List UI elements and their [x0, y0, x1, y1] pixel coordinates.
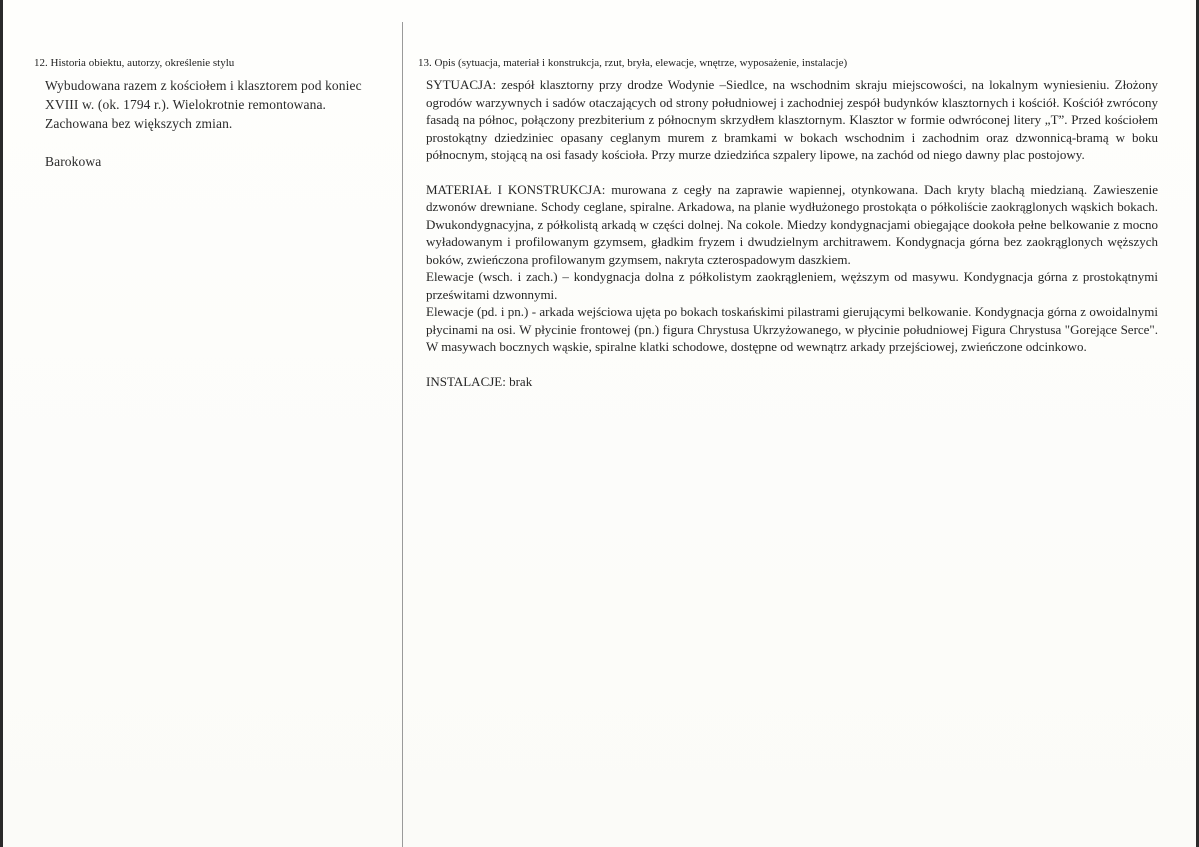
situation-paragraph: SYTUACJA: zespół klasztorny przy drodze Wodynie –Siedlce, na wschodnim skraju miejscowości, na lokalnym wyniesieniu. Złożony ogrodów warzywnych i sadów otaczających od strony południowej i zachodniej zespół budynków klasztornych i kościół. Kościół zwrócony fasadą na północ, połączony prezbiterium z północnym skrzydłem klasztornym. Klasztor w formie odwróconej litery „T”. Przed kościołem prostokątny dziedziniec opasany ceglanym murem z bramkami w bokach wschodnim i zachodnim oraz dzwonnicą-bramą w boku północnym, stojącą na osi fasady kościoła. Przy murze dziedzińca szpalery lipowe, na zachód od niego dawny plac postojowy. — [426, 77, 1158, 162]
scan-edge-left — [0, 0, 3, 847]
elevation-south-north-paragraph: Elewacje (pd. i pn.) - arkada wejściowa ujęta po bokach toskańskimi pilastrami gierującymi belkowanie. Kondygnacja górna z owoidalnymi płycinami na osi. W płycinie frontowej (pn.) figura Chrystusa Ukrzyżowanego, w płycinie południowej Figura Chrystusa "Gorejące Serce". W masywach bocznych wąskie, spiralne klatki schodowe, dostępne od wewnątrz arkady przejściowej, zwieńczone odcinkowo. — [426, 304, 1158, 354]
section-12-body — [45, 76, 384, 171]
history-text: Wybudowana razem z kościołem i klasztorem pod koniec XVIII w. (ok. 1794 r.). Wielokrotnie remontowana. Zachowana bez większych zmian. — [45, 78, 362, 131]
section-12-heading: 12. Historia obiektu, autorzy, określenie stylu — [34, 57, 235, 69]
column-divider — [402, 22, 403, 847]
section-13-body — [426, 76, 1158, 390]
section-12 — [34, 56, 384, 171]
section-13 — [418, 56, 1158, 390]
section-13-heading: 13. Opis (sytuacja, materiał i konstrukcja, rzut, bryła, elewacje, wnętrze, wyposażenie, instalacje) — [418, 57, 848, 69]
material-paragraph: MATERIAŁ I KONSTRUKCJA: murowana z cegły na zaprawie wapiennej, otynkowana. Dach kryty blachą miedzianą. Zawieszenie dzwonów drewniane. Schody ceglane, spiralne. Arkadowa, na planie wydłużonego prostokąta o półkoliście zaokrąglonych wąskich bokach. Dwukondygnacyjna, z półkolistą arkadą w części dolnej. Na cokole. Miedzy kondygnacjami obiegające dookoła pełne belkowanie z mocno wyładowanym i profilowanym gzymsem, gładkim fryzem i dwudzielnym architrawem. Kondygnacja górna bez zaokrąglonych węższych boków, zwieńczona profilowanym gzymsem, nakryta czterospadowym daszkiem. — [426, 181, 1158, 267]
elevation-east-west-paragraph: Elewacje (wsch. i zach.) – kondygnacja dolna z półkolistym zaokrągleniem, węższym od masywu. Kondygnacja górna z prostokątnymi prześwitami dzwonnymi. — [426, 269, 1158, 302]
installations-paragraph: INSTALACJE: brak — [426, 373, 533, 389]
style-text: Barokowa — [45, 154, 102, 169]
